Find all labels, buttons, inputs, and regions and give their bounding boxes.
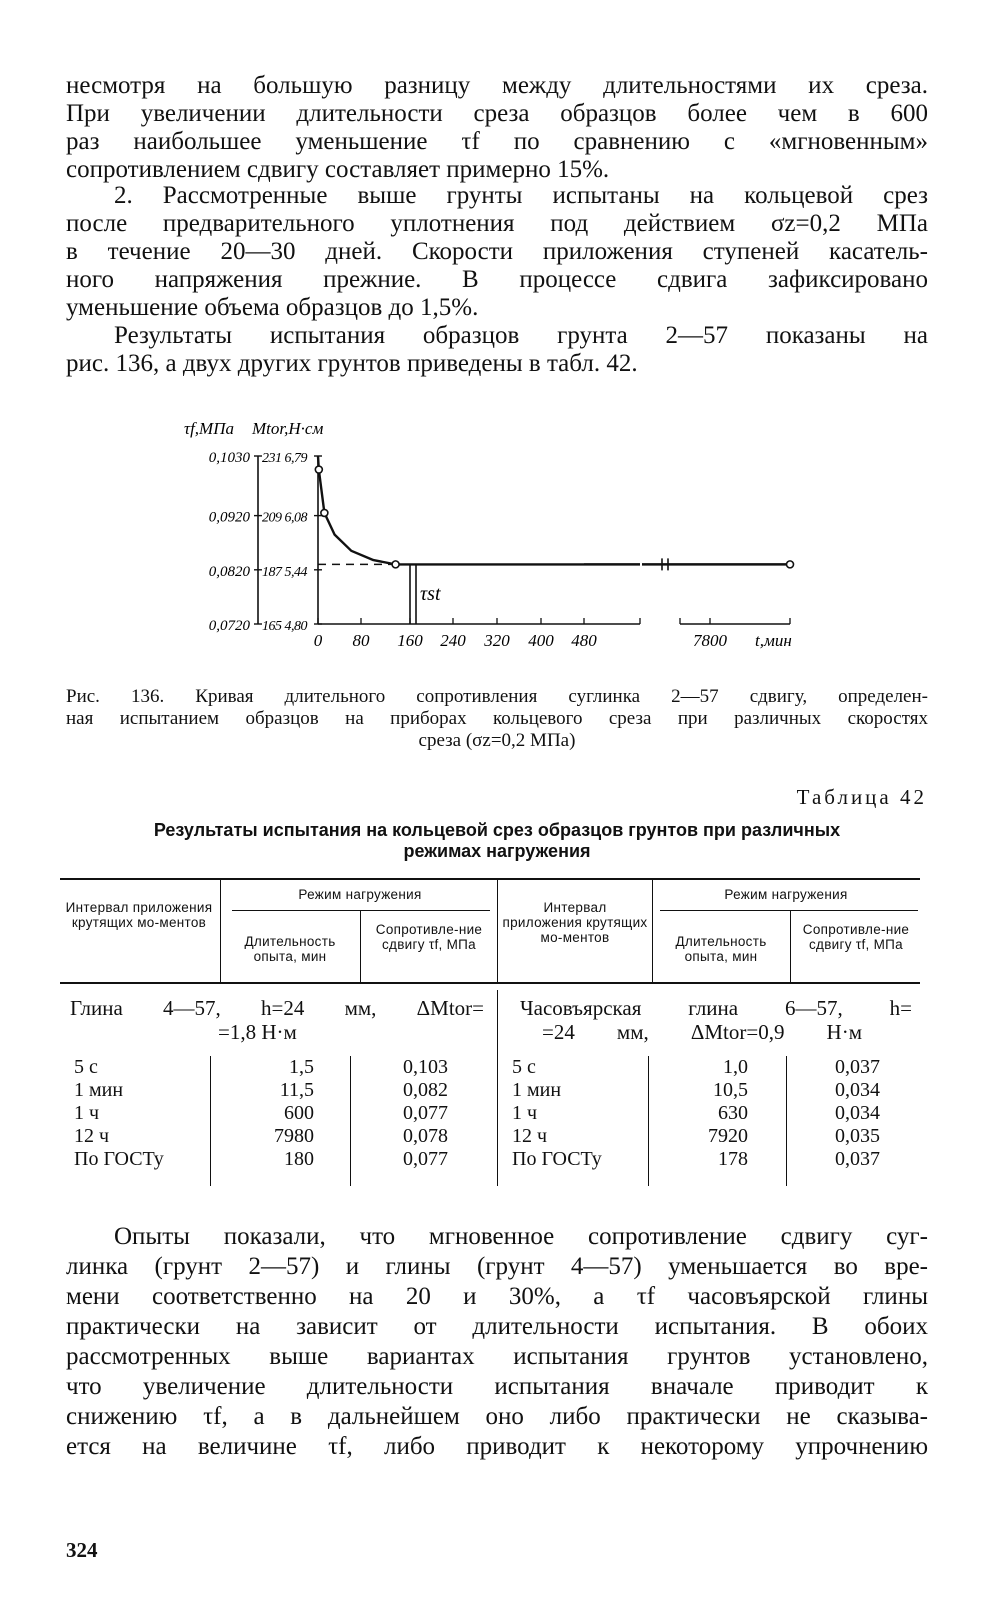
x-tick-label: 320 (484, 631, 510, 650)
text-line: ется на величине τf, либо приводит к некоторому упрочнению (66, 1433, 928, 1460)
text-line: несмотря на большую разницу между длительностями их среза. (66, 72, 928, 99)
header-mode: Режим нагружения (298, 887, 422, 902)
long-term-resistance-chart (170, 410, 830, 670)
paragraph-4 (66, 1222, 928, 1462)
text-line: сопротивлением сдвигу составляет примерно 15%. (66, 156, 610, 183)
header-duration: Длительность опыта, мин (675, 934, 767, 964)
col-divider (220, 878, 221, 982)
mode-subrule (232, 910, 490, 911)
table-title (66, 820, 928, 862)
table-label: Таблица 42 (796, 785, 927, 809)
text-line: 2. Рассмотренные выше грунты испытаны на кольцевой срез (114, 182, 928, 209)
row-interval: 12 ч (74, 1125, 110, 1147)
row-resistance: 0,077 (403, 1102, 448, 1124)
text-line: уменьшение объема образцов до 1,5%. (66, 294, 479, 321)
text-line: мени соответственно на 20 и 30%, а τf часовъярской глины (66, 1283, 928, 1310)
caption-line: Рис. 136. Кривая длительного сопротивления суглинка 2—57 сдвигу, определен- (66, 686, 928, 707)
data-point-marker (787, 561, 794, 568)
text-line: Результаты испытания образцов грунта 2—57 показаны на (114, 322, 928, 349)
row-interval: 1 ч (512, 1102, 538, 1124)
text-line: Опыты показали, что мгновенное сопротивление сдвигу суг- (114, 1223, 928, 1250)
row-interval: По ГОСТу (74, 1148, 164, 1170)
x-tick-label: 7800 (693, 631, 727, 650)
x-tick-label: 0 (313, 631, 323, 650)
text-line: практически на зависит от длительности испытания. В обоих (66, 1313, 928, 1340)
x-tick-label: 160 (397, 631, 423, 650)
col-divider (497, 990, 498, 1186)
paragraph-2 (66, 182, 928, 322)
data-point-marker (392, 561, 399, 568)
y-tick-label: 0,0920 (208, 509, 250, 526)
header-resistance: Сопротивле-ние сдвигу τf, МПа (375, 922, 483, 952)
row-duration: 10,5 (713, 1079, 748, 1101)
moment-tick-label: 231 6,79 (262, 451, 307, 466)
table-header-rule (60, 982, 920, 984)
row-interval: 5 с (512, 1056, 536, 1078)
x-axis-label: t,мин (755, 631, 792, 650)
header-resistance: Сопротивле-ние сдвигу τf, МПа (802, 922, 910, 952)
caption-line: ная испытанием образцов на приборах кольцевого среза при различных скоростях (66, 708, 928, 729)
mode-subrule (660, 910, 918, 911)
text-line: после предварительного уплотнения под действием σz=0,2 МПа (66, 210, 928, 237)
x-tick-label: 480 (571, 631, 597, 650)
header-interval: Интервал приложения крутящих мо-ментов (65, 900, 213, 930)
x-tick-label: 80 (352, 631, 370, 650)
right-group-heading: =24 мм, ΔMtor=0,9 Н·м (542, 1020, 862, 1044)
table-42 (60, 878, 920, 1198)
left-group-heading: =1,8 Н·м (218, 1020, 297, 1044)
text-line: линка (грунт 2—57) и глины (грунт 4—57) уменьшается во вре- (66, 1253, 928, 1280)
data-point-marker (321, 509, 328, 516)
row-resistance: 0,077 (403, 1148, 448, 1170)
row-interval: 1 мин (74, 1079, 124, 1101)
col-divider (497, 878, 498, 982)
row-duration: 7920 (708, 1125, 748, 1147)
page-number: 324 (66, 1538, 98, 1562)
table-title-line: режимах нагружения (403, 841, 591, 861)
moment-tick-label: 209 6,08 (262, 510, 307, 526)
row-resistance: 0,034 (835, 1079, 880, 1101)
figure-136 (170, 410, 830, 670)
table-top-rule (60, 878, 920, 880)
text-line: снижению τf, а в дальнейшем оно либо практически не сказыва- (66, 1403, 928, 1430)
row-duration: 1,0 (723, 1056, 748, 1078)
text-line: рассмотренных выше вариантах испытания грунтов установлено, (66, 1343, 928, 1370)
text-line: ного напряжения прежние. В процессе сдвига зафиксировано (66, 266, 928, 293)
text-line: При увеличении длительности среза образцов более чем в 600 (66, 100, 928, 127)
row-resistance: 0,035 (835, 1125, 880, 1147)
row-interval: 12 ч (512, 1125, 548, 1147)
table-title-line: Результаты испытания на кольцевой срез образцов грунтов при различных (153, 820, 841, 840)
y-tick-label: 0,0720 (208, 618, 250, 634)
text-line: раз наибольшее уменьшение τf по сравнению с «мгновенным» (66, 128, 928, 155)
col-divider (350, 1056, 351, 1186)
row-resistance: 0,034 (835, 1102, 880, 1124)
caption-line: среза (σz=0,2 МПа) (418, 730, 576, 751)
row-duration: 1,5 (289, 1056, 314, 1078)
text-line: в течение 20—30 дней. Скорости приложения ступеней касатель- (66, 238, 928, 265)
row-interval: По ГОСТу (512, 1148, 602, 1170)
row-resistance: 0,078 (403, 1125, 448, 1147)
row-resistance: 0,103 (403, 1056, 448, 1078)
row-duration: 7980 (274, 1125, 314, 1147)
y-axis-label-stress: τf,МПа (184, 419, 234, 438)
row-resistance: 0,037 (835, 1148, 880, 1170)
row-duration: 600 (284, 1102, 314, 1124)
x-tick-label: 240 (440, 631, 466, 650)
col-divider (360, 910, 361, 982)
text-line: рис. 136, а двух других грунтов приведены в табл. 42. (66, 350, 638, 377)
row-resistance: 0,082 (403, 1079, 448, 1101)
x-tick-label: 400 (528, 631, 554, 650)
row-interval: 5 с (74, 1056, 98, 1078)
col-divider (648, 1056, 649, 1186)
row-interval: 1 мин (512, 1079, 562, 1101)
paragraph-3 (66, 322, 928, 378)
right-group-heading: Часовъярская глина 6—57, h= (520, 996, 912, 1020)
tau-st-annotation: τst (420, 583, 441, 605)
col-divider (652, 878, 653, 982)
row-duration: 630 (718, 1102, 748, 1124)
row-interval: 1 ч (74, 1102, 100, 1124)
col-divider (790, 910, 791, 982)
header-mode: Режим нагружения (724, 887, 848, 902)
row-duration: 180 (284, 1148, 314, 1170)
header-duration: Длительность опыта, мин (244, 934, 336, 964)
moment-tick-label: 187 5,44 (262, 564, 307, 580)
row-resistance: 0,037 (835, 1056, 880, 1078)
paragraph-1 (66, 72, 928, 184)
left-group-heading: Глина 4—57, h=24 мм, ΔMtor= (70, 996, 484, 1020)
header-interval: Интервал приложения крутящих мо-ментов (502, 900, 648, 945)
moment-tick-label: 165 4,80 (262, 619, 307, 634)
col-divider (786, 1056, 787, 1186)
row-duration: 178 (718, 1148, 748, 1170)
y-tick-label: 0,1030 (208, 450, 250, 466)
data-point-marker (315, 466, 322, 473)
col-divider (210, 1056, 211, 1186)
y-axis-label-moment: Mtor,Н·см (252, 419, 324, 438)
text-line: что увеличение длительности испытания вначале приводит к (66, 1373, 928, 1400)
row-duration: 11,5 (279, 1079, 314, 1101)
curve-line (318, 456, 584, 564)
y-tick-label: 0,0820 (208, 563, 250, 580)
figure-caption (66, 686, 928, 752)
